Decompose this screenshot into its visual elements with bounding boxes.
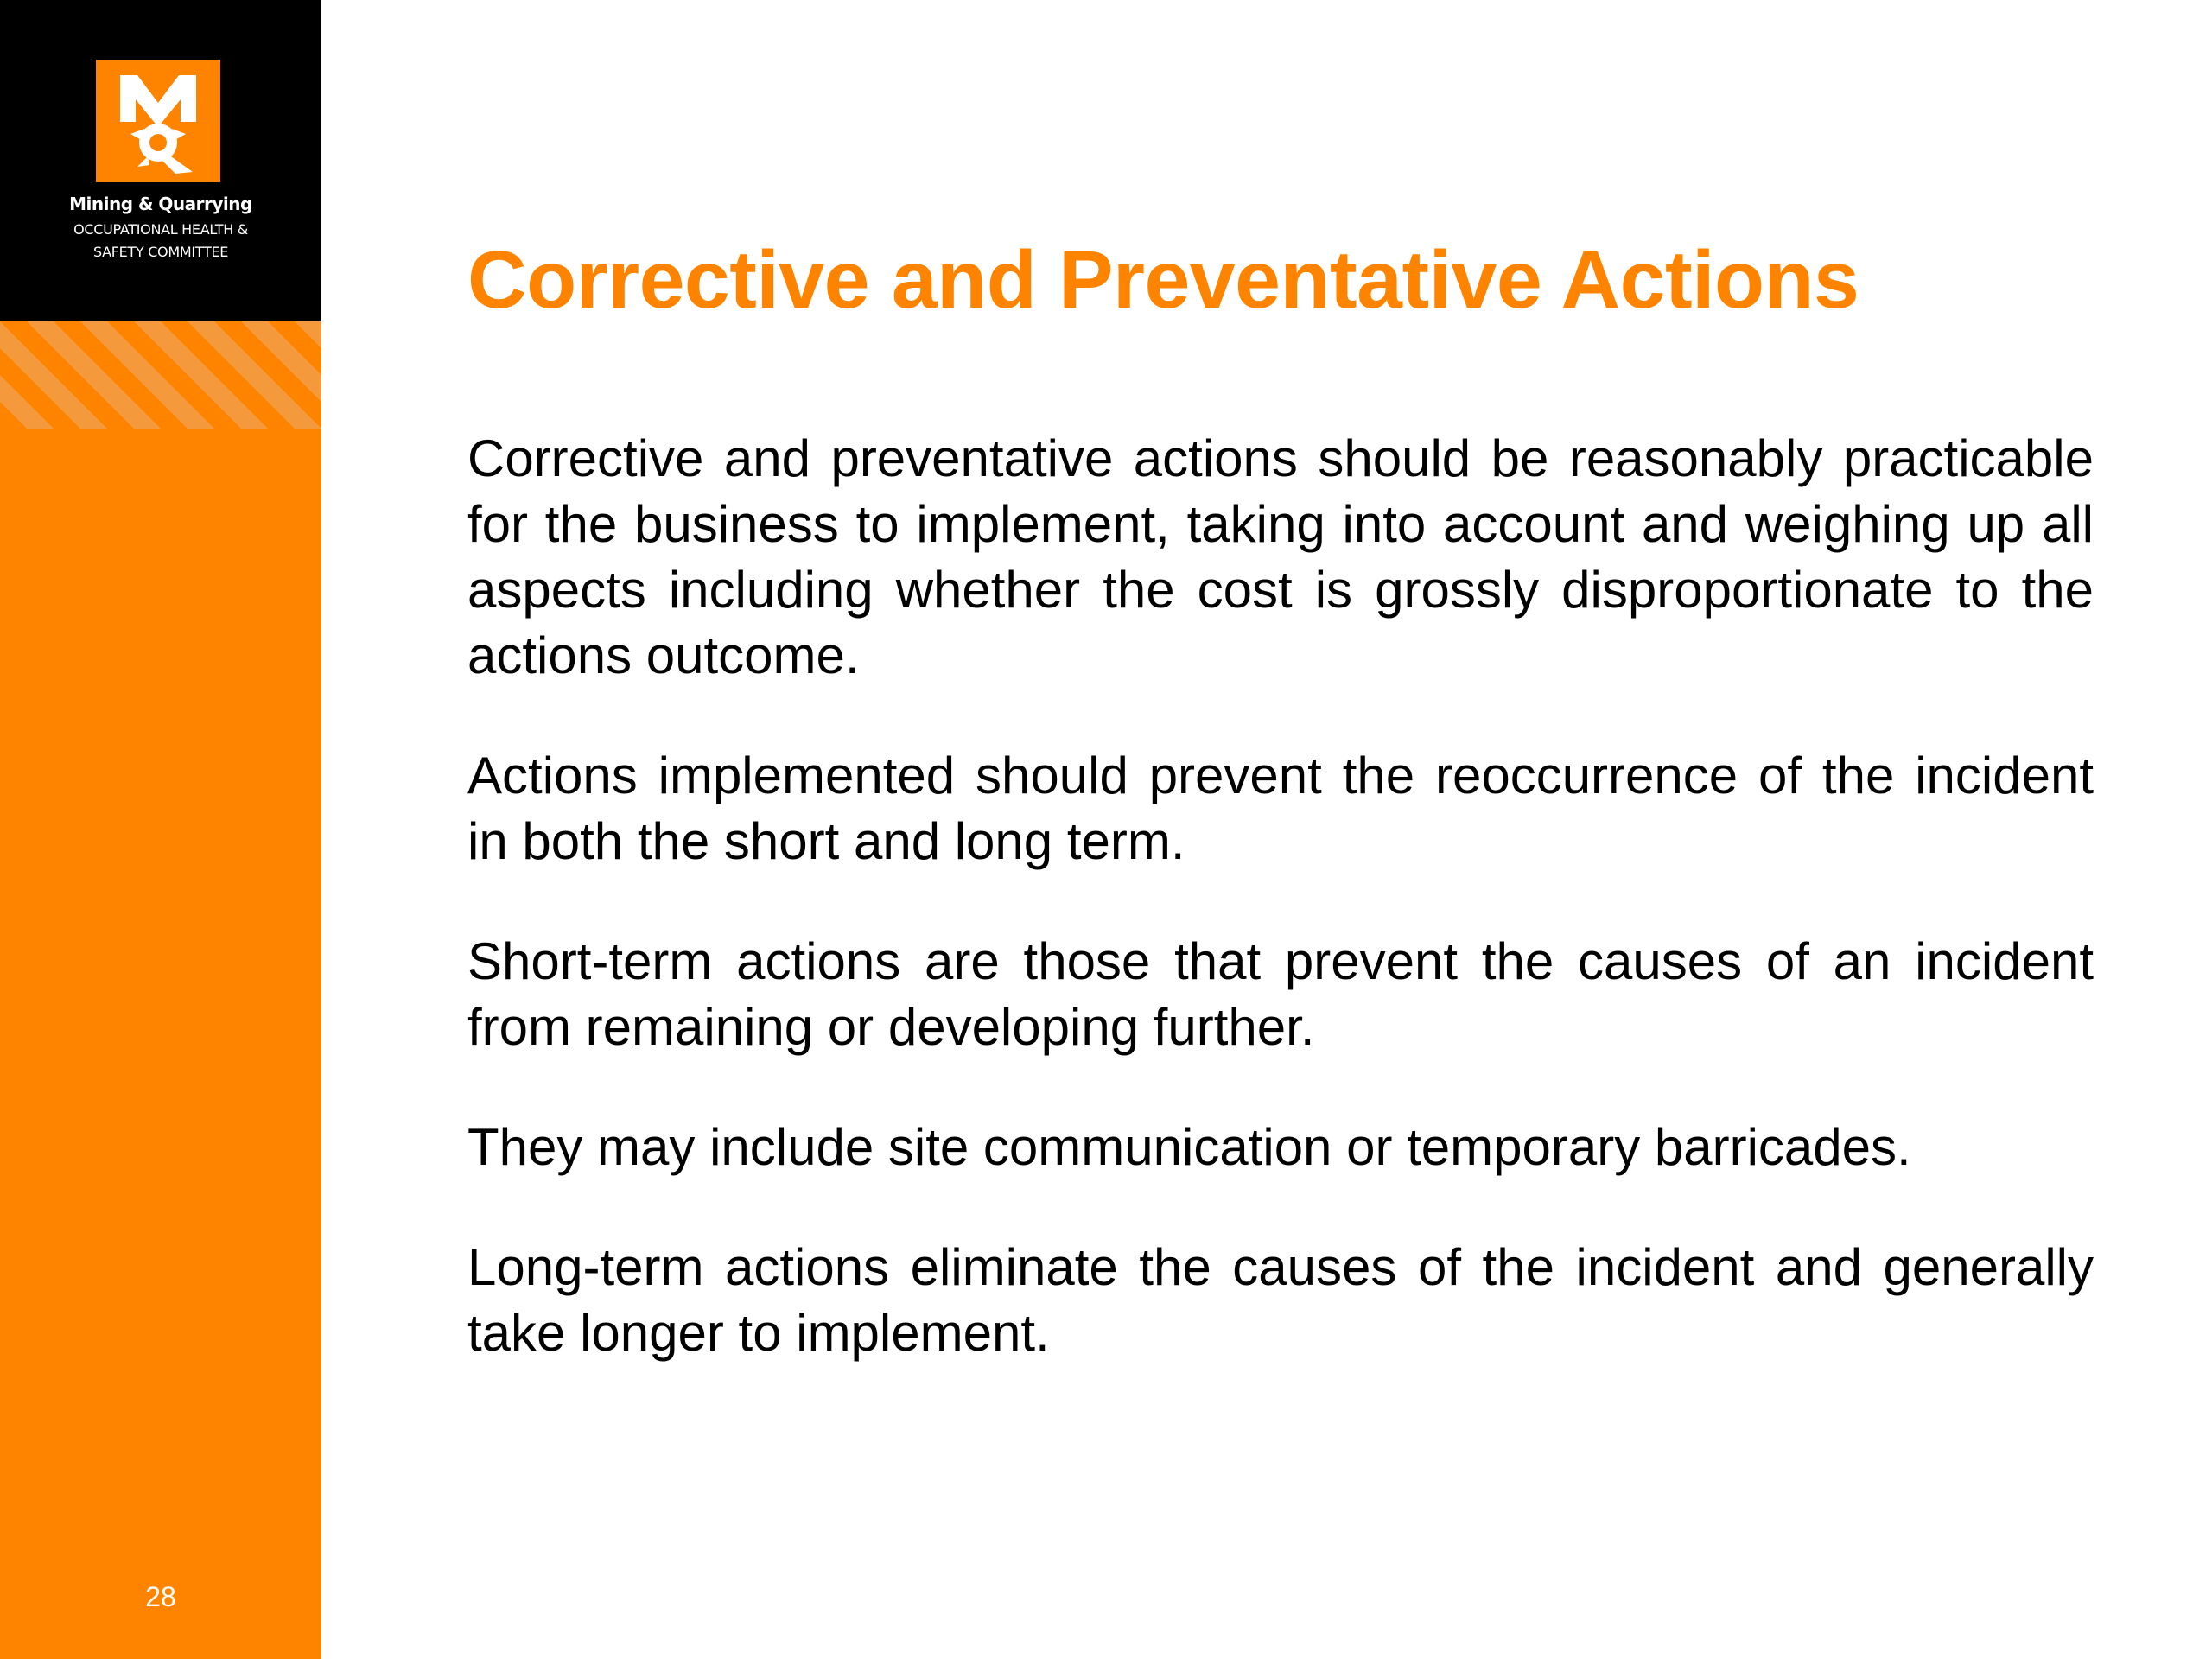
org-name-line1: Mining & Quarrying [69,194,252,214]
page-number: 28 [145,1581,176,1612]
sidebar [0,0,321,1659]
org-name-line3: SAFETY COMMITTEE [92,244,229,260]
slide-body [467,426,2094,1421]
paragraph-short-term-actions: Short-term actions are those that prevent the causes of an incident from remaining or developing further. [467,932,2094,1056]
logo-block [0,0,321,321]
slide-title: Corrective and Preventative Actions [467,234,1859,326]
paragraph-long-term-actions: Long-term actions eliminate the causes of the incident and generally take longer to implement. [467,1238,2094,1362]
hazard-stripe-band [0,321,321,429]
mq-logo-icon [96,60,220,182]
paragraph-corrective-actions: Corrective and preventative actions should be reasonably practicable for the business to implement, taking into account and weighing up all aspects including whether the cost is grossly disproportionate to the actions outcome. [467,429,2094,684]
paragraph-short-term-examples: They may include site communication or temporary barricades. [467,1118,1911,1176]
org-name-line2: OCCUPATIONAL HEALTH & [73,221,248,238]
paragraph-prevent-reoccurrence: Actions implemented should prevent the reoccurrence of the incident in both the short and long term. [467,747,2094,870]
